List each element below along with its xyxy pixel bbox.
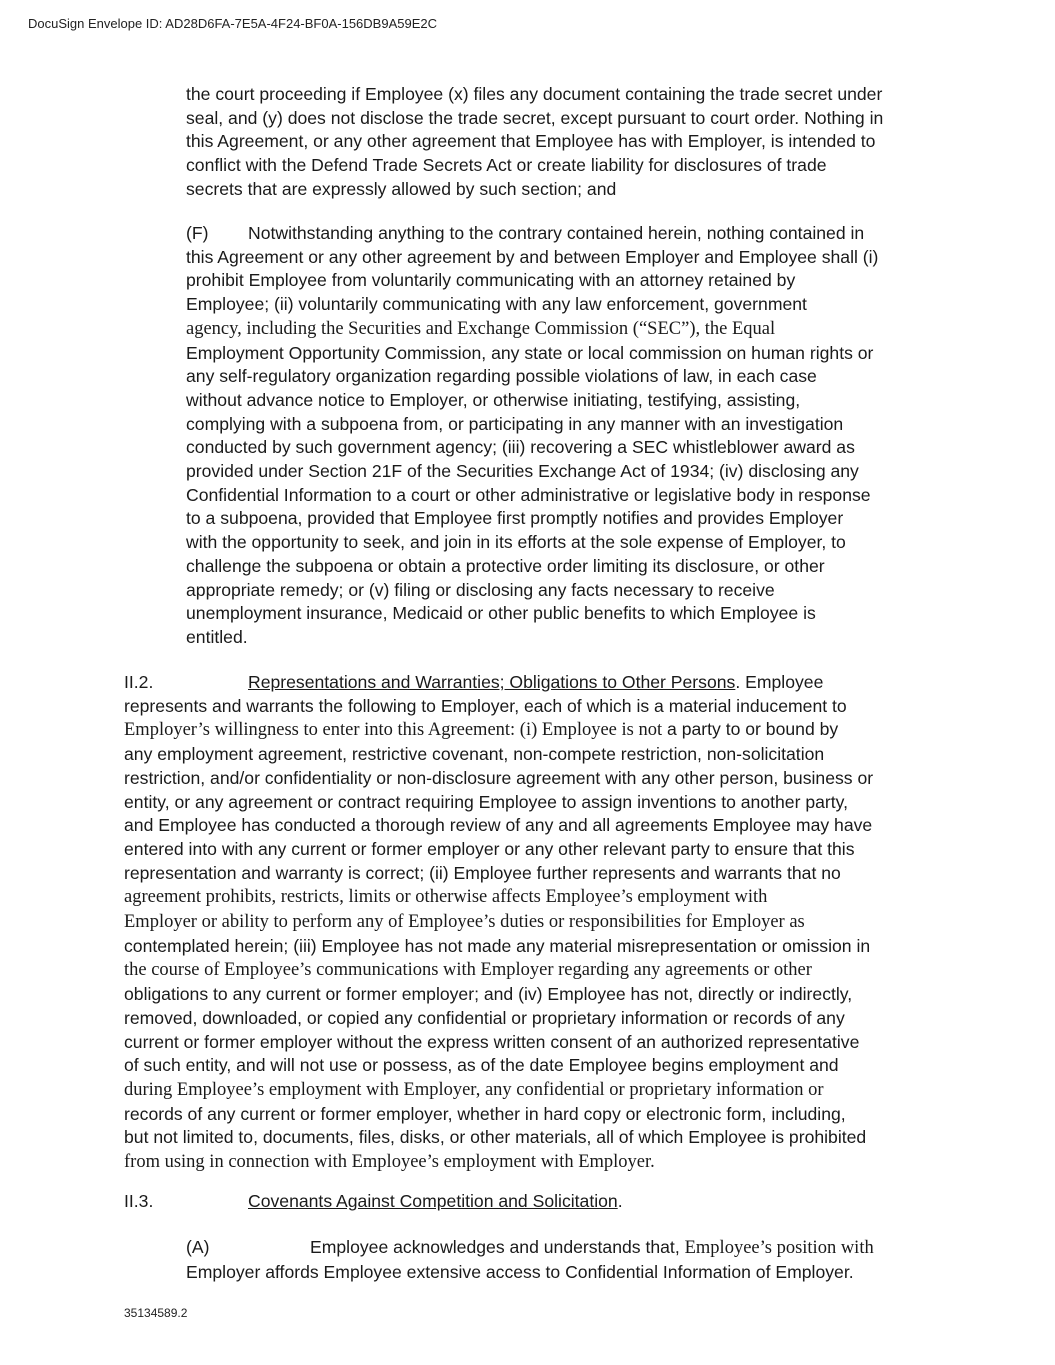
text-line: any self-regulatory organization regarding possible violations of law, in each case bbox=[186, 366, 817, 387]
text-line: the course of Employee’s communications with Employer regarding any agreements or other bbox=[124, 960, 812, 981]
text-line: without advance notice to Employer, or otherwise initiating, testifying, assisting, bbox=[186, 389, 801, 410]
paragraph-label-a: (A) bbox=[186, 1237, 210, 1257]
text-line: with the opportunity to seek, and join in its efforts at the sole expense of Employer, to bbox=[186, 532, 846, 553]
text-line: entitled. bbox=[186, 626, 248, 647]
text-line: Notwithstanding anything to the contrary contained herein, nothing contained in bbox=[248, 223, 865, 243]
heading-period: . bbox=[617, 1191, 623, 1211]
text-line: conducted by such government agency; (iii) recovering a SEC whistleblower award as bbox=[186, 437, 855, 458]
text-line: Employer or ability to perform any of Employee’s duties or responsibilities for Employer as bbox=[124, 912, 805, 933]
text-line: of such entity, and will not use or possess, as of the date Employee begins employment and bbox=[124, 1055, 839, 1076]
text-line: appropriate remedy; or (v) filing or disclosing any facts necessary to receive bbox=[186, 579, 775, 600]
text-line: representation and warranty is correct; (ii) Employee further represents and warrants that no bbox=[124, 862, 841, 883]
text-line: Employee’s position with bbox=[684, 1238, 874, 1258]
section-number: II.3. bbox=[124, 1191, 154, 1211]
text-line: a party to or bound by bbox=[667, 719, 839, 740]
text-line: restriction, and/or confidentiality or non-disclosure agreement with any other person, business or bbox=[124, 767, 874, 788]
section-heading: Representations and Warranties; Obligations to Other Persons bbox=[248, 672, 736, 692]
text-line: Employer affords Employee extensive access to Confidential Information of Employer. bbox=[186, 1261, 854, 1282]
text-line: agreement prohibits, restricts, limits or otherwise affects Employee’s employment with bbox=[124, 887, 768, 908]
text-line: agency, including the Securities and Exchange Commission (“SEC”), the Equal bbox=[186, 318, 776, 339]
text-line: any employment agreement, restrictive covenant, non-compete restriction, non-solicitation bbox=[124, 744, 825, 765]
paragraph-f bbox=[186, 222, 946, 650]
text-line: to a subpoena, provided that Employee first promptly notifies and provides Employer bbox=[186, 508, 844, 529]
section-number: II.2. bbox=[124, 672, 154, 692]
text-line: but not limited to, documents, files, disks, or other materials, all of which Employee is prohibited bbox=[124, 1127, 867, 1148]
section-2-representations bbox=[124, 671, 944, 1175]
text-line: secrets that are expressly allowed by such section; and bbox=[186, 178, 617, 199]
section-3-covenants bbox=[124, 1190, 944, 1214]
text-line: Employee bbox=[745, 672, 824, 692]
text-line: Confidential Information to a court or other administrative or legislative body in response bbox=[186, 484, 871, 505]
text-line: removed, downloaded, or copied any confidential or proprietary information or records of any bbox=[124, 1007, 845, 1028]
text-line: complying with a subpoena from, or participating in any manner with an investigation bbox=[186, 413, 844, 434]
text-line: and Employee has conducted a thorough review of any and all agreements Employee may have bbox=[124, 815, 873, 836]
text-line: current or former employer without the express written consent of an authorized representative bbox=[124, 1031, 860, 1052]
text-line: represents and warrants the following to Employer, each of which is a material inducement to bbox=[124, 695, 847, 716]
text-line: contemplated herein; (iii) Employee has not made any material misrepresentation or omission in bbox=[124, 935, 871, 956]
paragraph-a bbox=[186, 1236, 946, 1284]
text-line: during Employee’s employment with Employer, any confidential or proprietary information or bbox=[124, 1079, 824, 1100]
paragraph-label-f: (F) bbox=[186, 223, 209, 243]
text-line: seal, and (y) does not disclose the trade secret, except pursuant to court order. Nothing in bbox=[186, 107, 884, 128]
text-line: from using in connection with Employee’s employment with Employer. bbox=[124, 1152, 655, 1173]
text-line: provided under Section 21F of the Securities Exchange Act of 1934; (iv) disclosing any bbox=[186, 461, 859, 482]
text-line: challenge the subpoena or obtain a protective order limiting its disclosure, or other bbox=[186, 555, 825, 576]
paragraph-trade-secret-continuation bbox=[186, 83, 946, 202]
heading-period: . bbox=[735, 672, 741, 692]
text-line: records of any current or former employer, whether in hard copy or electronic form, including, bbox=[124, 1103, 846, 1124]
text-line: Employee; (ii) voluntarily communicating with any law enforcement, government bbox=[186, 294, 807, 315]
text-line: entered into with any current or former employer or any other relevant party to ensure that this bbox=[124, 838, 855, 859]
text-line: entity, or any agreement or contract requiring Employee to assign inventions to another party, bbox=[124, 791, 849, 812]
document-footer-id: 35134589.2 bbox=[124, 1306, 188, 1320]
text-line: Employee acknowledges and understands that, bbox=[310, 1237, 680, 1257]
text-line: Employer’s willingness to enter into this Agreement: (i) Employee is not bbox=[124, 720, 663, 741]
section-heading: Covenants Against Competition and Solicitation bbox=[248, 1191, 618, 1211]
envelope-id: DocuSign Envelope ID: AD28D6FA-7E5A-4F24-BF0A-156DB9A59E2C bbox=[28, 16, 437, 31]
text-line: the court proceeding if Employee (x) files any document containing the trade secret under bbox=[186, 84, 883, 104]
text-line: this Agreement or any other agreement by and between Employer and Employee shall (i) bbox=[186, 246, 879, 267]
text-line: unemployment insurance, Medicaid or other public benefits to which Employee is bbox=[186, 603, 816, 624]
text-line: prohibit Employee from voluntarily communicating with an attorney retained by bbox=[186, 270, 796, 291]
text-line: conflict with the Defend Trade Secrets Act or create liability for disclosures of trade bbox=[186, 155, 827, 176]
text-line: obligations to any current or former employer; and (iv) Employee has not, directly or indirectly, bbox=[124, 984, 853, 1005]
text-line: Employment Opportunity Commission, any state or local commission on human rights or bbox=[186, 342, 874, 363]
text-line: this Agreement, or any other agreement that Employee has with Employer, is intended to bbox=[186, 131, 876, 152]
